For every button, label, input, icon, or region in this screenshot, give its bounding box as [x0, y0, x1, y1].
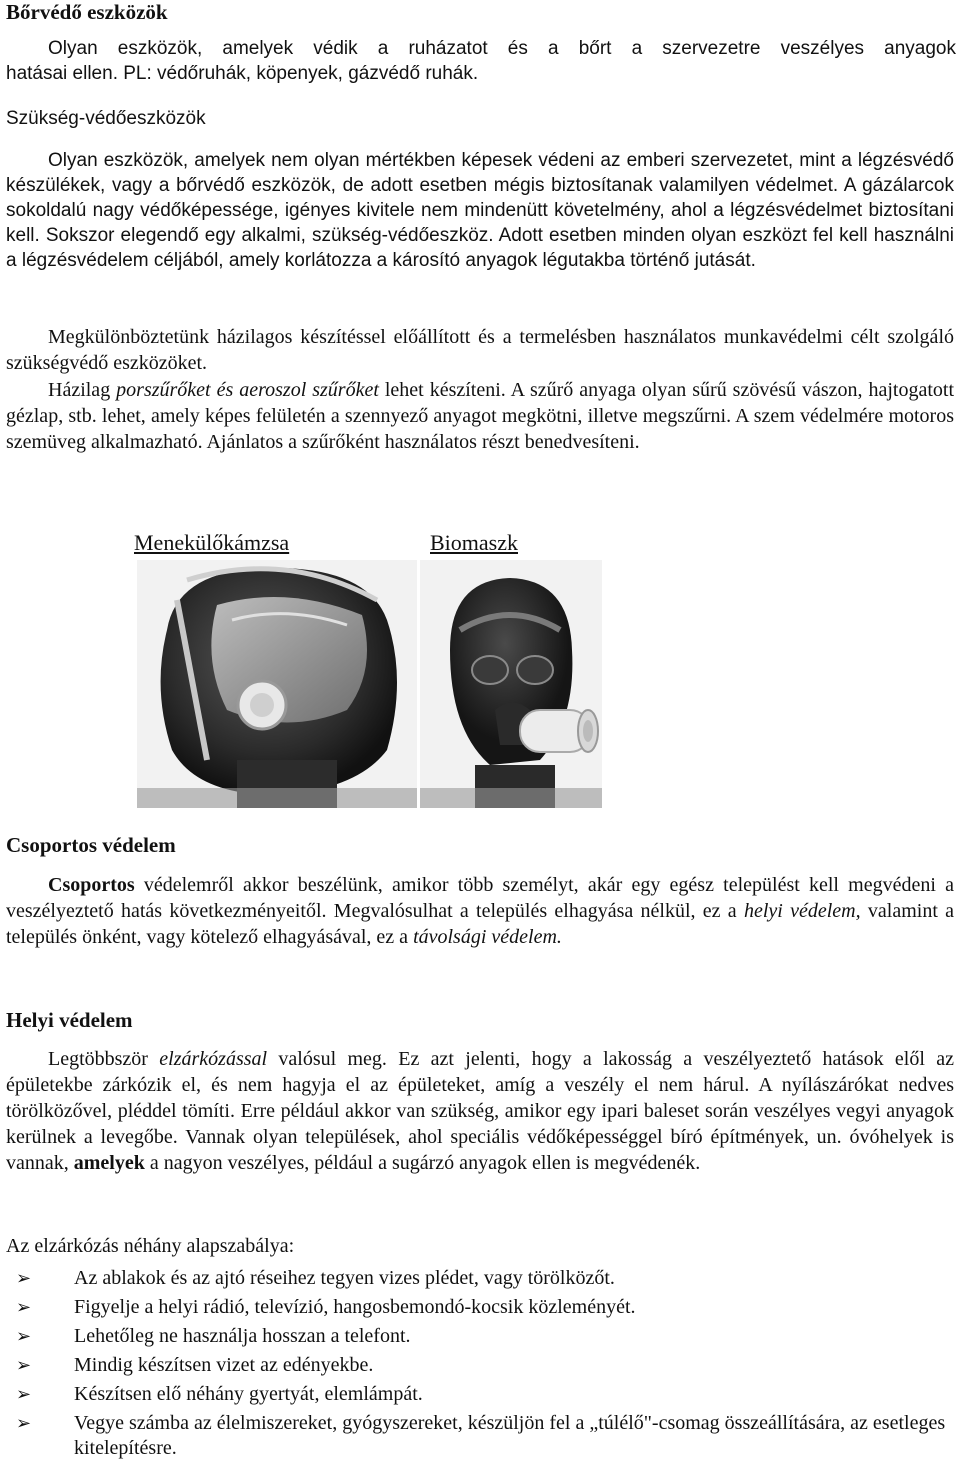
list-item-text: Lehetőleg ne használja hosszan a telefont. [74, 1325, 411, 1347]
paragraph-helyi [6, 1046, 954, 1176]
figure-label-menekulokamzsa: Menekülőkámzsa [134, 530, 290, 555]
list-item-text: Vegye számba az élelmiszereket, gyógyszereket, készüljön fel a „túlélő"-csomag összeállítására, az esetleges kitelepítésre. [74, 1412, 946, 1459]
rules-intro: Az elzárkózás néhány alapszabálya: [6, 1235, 295, 1257]
arrowhead-bullet-icon: ➢ [16, 1355, 32, 1376]
rules-list [6, 1266, 954, 1465]
figure-label-biomaszk: Biomaszk [430, 530, 518, 555]
heading-csoportos-vedelem: Csoportos védelem [6, 833, 176, 857]
text-run: valamint a település önként, vagy kötelező elhagyásával, ez a [6, 900, 955, 948]
heading-borvedo-eszkozok: Bőrvédő eszközök [6, 0, 168, 24]
list-item-text: Figyelje a helyi rádió, televízió, hangosbemondó-kocsik közleményét. [74, 1296, 636, 1318]
list-item [6, 1353, 954, 1378]
arrowhead-bullet-icon: ➢ [16, 1297, 32, 1318]
paragraph-borvedo [6, 36, 956, 86]
list-item [6, 1382, 954, 1407]
text-run: Legtöbbször [48, 1048, 160, 1070]
italic-run: porszűrőket és aeroszol szűrőket [116, 379, 379, 401]
paragraph-szukseg-2: Megkülönböztetünk házilagos készítéssel előállított és a termelésben használatos munkavédelmi célt szolgáló szükségvédő eszközöket. [6, 326, 954, 374]
paragraph-szukseg-1: Olyan eszközök, amelyek nem olyan mértékben képesek védeni az emberi szervezetet, mint a légzésvédő készülékek, vagy a bőrvédő eszközök, de adott esetben mégis biztosítanak valamilyen védelmet. A gázálarcok sokoldalú nagy védőképessége, igényes kivitele nem mindenütt követelmény, ahol a légzésvédelmet biztosítani kell. Sokszor elegendő egy alkalmi, szükség-védőeszköz. Adott esetben minden olyan eszközt fel kell használni a légzésvédelem céljából, amely korlátozza a károsító anyagok légutakba történő jutását. [6, 150, 954, 271]
text-run: védelemről akkor beszélünk, amikor több személyt, akár egy egész települést kell megvédeni a veszélyeztető hatás következményeitől. Megvalósulhat a település elhagyása nélkül, ez a [6, 874, 954, 922]
text-run: Házilag [48, 379, 117, 401]
text-run: a nagyon veszélyes, például a sugárzó anyagok ellen is megvédenék. [144, 1152, 701, 1174]
photo-escape-hood [137, 560, 417, 808]
list-item [6, 1266, 954, 1291]
escape-hood-image [137, 560, 417, 808]
text-run: valósul meg. Ez azt jelenti, hogy a lakosság a veszélyeztető hatások elől az épületekbe zárkózik el, és nem hagyja el az épületeket, amíg a veszély el nem hárul. A nyílászárókat nedves törölközővel, pléddel tömíti. Erre például akkor van szükség, amikor egy ipari baleset során veszélyes vegyi anyagok kerülnek a levegőbe. Vannak olyan települések, ahol speciális védőképességgel bíró építmények, un. óvóhelyek is vannak, [6, 1048, 954, 1174]
italic-run: helyi védelem, [743, 900, 861, 922]
list-item-text: Az ablakok és az ajtó réseihez tegyen vizes plédet, vagy törölközőt. [74, 1267, 615, 1289]
paragraph-szukseg-3 [6, 377, 954, 455]
arrowhead-bullet-icon: ➢ [16, 1326, 32, 1347]
photo-biomask [420, 560, 602, 808]
list-item-text: Mindig készítsen vizet az edényekbe. [74, 1354, 374, 1376]
list-item [6, 1295, 954, 1320]
paragraph-line: hatásai ellen. PL: védőruhák, köpenyek, gázvédő ruhák. [6, 63, 479, 84]
bold-run: amelyek [73, 1152, 145, 1174]
italic-run: elzárkózással [159, 1048, 268, 1070]
biomask-image [420, 560, 602, 808]
paragraph-csoportos [6, 872, 954, 950]
arrowhead-bullet-icon: ➢ [16, 1384, 32, 1405]
arrowhead-bullet-icon: ➢ [16, 1413, 32, 1434]
italic-run: távolsági védelem. [413, 926, 562, 948]
list-item-text: Készítsen elő néhány gyertyát, elemlámpát. [74, 1383, 423, 1405]
paragraph-line: Olyan eszközök, amelyek védik a ruházatot és a bőrt a szervezetre veszélyes anyagok [48, 38, 956, 59]
list-item [6, 1324, 954, 1349]
arrowhead-bullet-icon: ➢ [16, 1268, 32, 1289]
text-run: lehet készíteni. A szűrő anyaga olyan sűrű szövésű vászon, hajtogatott gézlap, stb. lehet, amely képes felületén a szennyező anyagot megkötni, illetve megszűrni. A szem védelmére motoros szemüveg alkalmazható. Ajánlatos a szűrőként használatos részt benedvesíteni. [6, 379, 954, 453]
heading-helyi-vedelem: Helyi védelem [6, 1008, 133, 1032]
bold-run: Csoportos [48, 874, 135, 896]
heading-szukseg-vedoeszkozok: Szükség-védőeszközök [6, 108, 206, 129]
